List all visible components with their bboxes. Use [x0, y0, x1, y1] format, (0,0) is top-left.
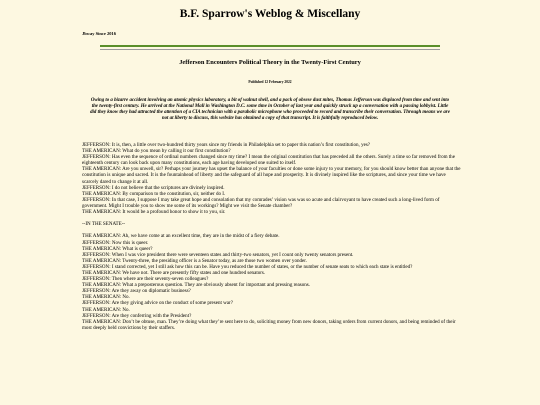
published-date: Published 12 February 2022 — [248, 80, 292, 84]
header-divider — [100, 45, 440, 47]
transcript-line: JEFFERSON: Are they giving advice on the conduct of some present war? — [82, 300, 233, 307]
since-label: Jbway Since 2016 — [82, 31, 117, 36]
transcript-line: THE AMERICAN: No. — [82, 294, 130, 301]
transcript-line: THE AMERICAN: Twenty-three, the presiding officer is a Senator today, as are those two women over yonder. — [82, 257, 307, 264]
transcript-line: JEFFERSON: Are they conferring with the President? — [82, 312, 192, 319]
transcript-line: --IN THE SENATE-- — [82, 221, 126, 228]
transcript-line: JEFFERSON: It is, then, a little over two-hundred thirty years since my friends in Philadelphia set to paper this nation’s first constitution, yes? — [82, 142, 371, 148]
transcript-line: THE AMERICAN: What is queer? — [82, 245, 153, 252]
transcript-line: JEFFERSON: I stand corrected, yet I still ask how this can be. Have you reduced the number of states, or the number of senate seats to which each state is entitled? — [82, 263, 413, 270]
transcript-line: THE AMERICAN: What a preposterous question. They are obviously absent for important and pressing reasons. — [82, 282, 311, 289]
transcript-line: THE AMERICAN: No. — [82, 306, 130, 313]
site-title[interactable]: B.F. Sparrow's Weblog & Miscellany — [179, 8, 361, 20]
transcript-line: THE AMERICAN: It would be a profound honor to show it to you, sir. — [82, 209, 226, 216]
transcript-line: THE AMERICAN: Ah, we have come at an excellent time, they are in the midst of a fiery debate. — [82, 233, 280, 240]
transcript — [82, 142, 462, 331]
transcript-line: THE AMERICAN: By comparison to the constitution, sir, neither do I. — [82, 190, 226, 197]
transcript-line: JEFFERSON: In that case, I suppose I may take great hope and consolation that my comrades’ vision was was so acute and clairvoyant to have created such a long-lived form of government. Might I trouble you to show me some of its workings? Might we visit the Senate chamber? — [82, 196, 440, 209]
transcript-line: THE AMERICAN: Are you unwell, sir? Perhaps your journey has upset the balance of your faculties or done some injury to your memory, for you should know better than anyone that the constitution is unique and sacred. It is the fountainhead of liberty and the safeguard of all hope and prosperity. It is divinely inspired like the scriptures, and since your time we have scarcely dared to change it at all. — [82, 166, 461, 185]
transcript-line: THE AMERICAN: We have not. There are presently fifty states and one hundred senators. — [82, 269, 266, 276]
transcript-line: THE AMERICAN: What do you mean by calling it our first constitution? — [82, 148, 231, 155]
header-divider-secondary — [100, 49, 440, 50]
transcript-line: JEFFERSON: When I was vice president there were seventeen states and thirty-two senators, yet I count only twenty senators present. — [82, 251, 354, 258]
transcript-line: JEFFERSON: I do not believe that the scriptures are divinely inspired. — [82, 184, 225, 191]
transcript-line: JEFFERSON: Are they away on diplomatic business? — [82, 288, 191, 295]
article-title: Jefferson Encounters Political Theory in the Twenty-First Century — [179, 59, 361, 66]
transcript-line: JEFFERSON: Now this is queer. — [82, 239, 149, 246]
transcript-line: THE AMERICAN: Don’t be obtuse, man. They’re doing what they’re sent here to do, soliciting money from new donors, taking orders from current donors, and being reminded of their most deeply held convictions by their staffers. — [82, 318, 456, 331]
transcript-line: JEFFERSON: Has even the sequence of ordinal numbers changed since my time? I mean the original constitution that has preceded all the others. Surely a time so far removed from the eighteenth century can look back upon many constitutions, each age having developed one suited to itself. — [82, 154, 455, 167]
transcript-line: JEFFERSON: Then where are their seventy-seven colleagues? — [82, 276, 209, 283]
article-intro: Owing to a bizarre accident involving an atomic physics laboratory, a bit of walnut shell, and a pack of obsese dust mites, Thomas Jefferson was displaced from time and sent into the twenty-first century. He arrived at the National Mall in Washington D.C. some time in October of last year and quickly struck up a conversation with a passing lobbyist. Little did they know they had attracted the attention of a CIA technician with a parabolic microphone who proceeded to record and transcribe their conversation. Through means we are not at liberty to discuss, this website has obtained a copy of that transcript. It is faithfully reproduced below. — [90, 98, 450, 122]
